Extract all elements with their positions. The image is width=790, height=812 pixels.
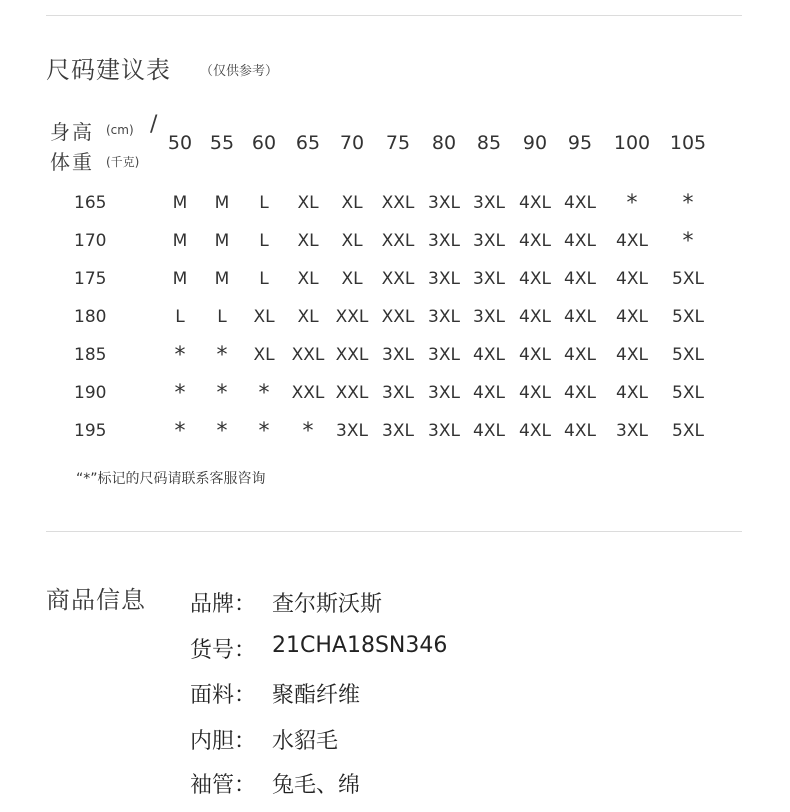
size-cell: XL <box>341 193 363 213</box>
star-cell: * <box>174 381 186 406</box>
height-row-label: 185 <box>74 345 107 365</box>
height-row-label: 195 <box>74 421 107 441</box>
star-cell: * <box>682 191 694 216</box>
size-cell: 3XL <box>428 231 460 251</box>
size-cell: 3XL <box>473 307 505 327</box>
size-cell: 3XL <box>382 421 414 441</box>
size-cell: XL <box>341 231 363 251</box>
size-cell: 5XL <box>672 307 704 327</box>
size-cell: 4XL <box>473 421 505 441</box>
size-cell: 5XL <box>672 421 704 441</box>
size-cell: XL <box>297 269 319 289</box>
weight-col-header: 105 <box>669 132 707 154</box>
height-row-label: 180 <box>74 307 107 327</box>
size-cell: 3XL <box>428 269 460 289</box>
size-cell: XXL <box>381 231 415 251</box>
product-info-label: 货号： <box>190 638 257 663</box>
size-cell: L <box>259 193 269 213</box>
size-cell: M <box>214 193 230 213</box>
size-cell: 3XL <box>428 383 460 403</box>
weight-col-header: 70 <box>339 132 365 154</box>
size-cell: 4XL <box>519 345 551 365</box>
star-cell: * <box>216 381 228 406</box>
product-info-value: 兔毛、绵 <box>272 773 361 798</box>
size-cell: 4XL <box>564 383 596 403</box>
weight-col-header: 60 <box>251 132 277 154</box>
size-cell: 3XL <box>473 231 505 251</box>
product-info-value: 21CHA18SN346 <box>272 633 448 658</box>
size-cell: 4XL <box>519 307 551 327</box>
size-cell: 4XL <box>616 269 648 289</box>
size-cell: 5XL <box>672 383 704 403</box>
size-cell: 3XL <box>428 421 460 441</box>
size-cell: M <box>172 193 188 213</box>
size-cell: 3XL <box>473 269 505 289</box>
size-cell: 4XL <box>616 345 648 365</box>
size-cell: XXL <box>381 269 415 289</box>
weight-col-header: 75 <box>385 132 411 154</box>
size-cell: 4XL <box>473 383 505 403</box>
height-label: 身高 <box>50 120 94 144</box>
size-cell: 4XL <box>519 421 551 441</box>
size-cell: 4XL <box>473 345 505 365</box>
size-cell: XXL <box>291 345 325 365</box>
product-info-value: 查尔斯沃斯 <box>272 592 383 617</box>
star-cell: * <box>258 381 270 406</box>
weight-col-header: 95 <box>567 132 593 154</box>
height-row-label: 175 <box>74 269 107 289</box>
size-cell: 4XL <box>616 307 648 327</box>
weight-col-header: 65 <box>295 132 321 154</box>
size-cell: 3XL <box>473 193 505 213</box>
size-cell: 4XL <box>564 193 596 213</box>
top-divider <box>46 15 742 16</box>
height-row-label: 165 <box>74 193 107 213</box>
size-chart-title: 尺码建议表 <box>46 56 171 84</box>
size-cell: 3XL <box>428 345 460 365</box>
middle-divider <box>46 531 742 532</box>
size-cell: M <box>214 231 230 251</box>
size-cell: L <box>217 307 227 327</box>
size-cell: 4XL <box>564 345 596 365</box>
product-info-label: 内胆： <box>190 729 257 754</box>
size-cell: XL <box>341 269 363 289</box>
size-cell: 3XL <box>616 421 648 441</box>
size-cell: XXL <box>381 193 415 213</box>
size-cell: 4XL <box>616 231 648 251</box>
weight-col-header: 50 <box>167 132 193 154</box>
size-cell: 4XL <box>564 269 596 289</box>
size-cell: XL <box>297 307 319 327</box>
star-cell: * <box>682 229 694 254</box>
size-cell: 4XL <box>519 269 551 289</box>
size-cell: XXL <box>335 345 369 365</box>
product-info-value: 聚酯纤维 <box>272 683 361 708</box>
size-cell: 5XL <box>672 269 704 289</box>
size-cell: XL <box>297 193 319 213</box>
size-cell: 3XL <box>382 383 414 403</box>
size-cell: M <box>172 231 188 251</box>
size-chart-subtitle: （仅供参考） <box>200 64 279 79</box>
star-cell: * <box>302 419 314 444</box>
product-info-label: 品牌： <box>190 592 257 617</box>
product-info-value: 水貂毛 <box>272 729 339 754</box>
weight-unit: (千克) <box>106 155 140 169</box>
size-cell: 3XL <box>428 193 460 213</box>
size-cell: XXL <box>335 383 369 403</box>
star-cell: * <box>174 419 186 444</box>
star-cell: * <box>258 419 270 444</box>
weight-col-header: 100 <box>613 132 651 154</box>
size-cell: 3XL <box>382 345 414 365</box>
product-info-label: 袖管： <box>190 773 257 798</box>
size-cell: L <box>259 269 269 289</box>
weight-col-header: 85 <box>476 132 502 154</box>
size-cell: 4XL <box>564 231 596 251</box>
size-cell: XXL <box>335 307 369 327</box>
size-cell: L <box>175 307 185 327</box>
size-cell: M <box>172 269 188 289</box>
product-info-title: 商品信息 <box>46 586 146 614</box>
weight-col-header: 80 <box>431 132 457 154</box>
size-cell: L <box>259 231 269 251</box>
height-row-label: 190 <box>74 383 107 403</box>
weight-col-header: 90 <box>522 132 548 154</box>
size-cell: 4XL <box>564 307 596 327</box>
size-cell: 4XL <box>519 231 551 251</box>
weight-label: 体重 <box>50 150 94 174</box>
size-cell: M <box>214 269 230 289</box>
header-slash: / <box>150 112 158 137</box>
star-cell: * <box>174 343 186 368</box>
star-cell: * <box>216 419 228 444</box>
size-cell: 4XL <box>564 421 596 441</box>
size-cell: 5XL <box>672 345 704 365</box>
size-cell: XL <box>253 345 275 365</box>
height-unit: (cm) <box>106 123 134 137</box>
star-cell: * <box>626 191 638 216</box>
height-row-label: 170 <box>74 231 107 251</box>
star-note: “*”标记的尺码请联系客服咨询 <box>76 471 266 487</box>
weight-col-header: 55 <box>209 132 235 154</box>
star-cell: * <box>216 343 228 368</box>
size-cell: XL <box>297 231 319 251</box>
size-cell: XXL <box>381 307 415 327</box>
size-cell: XXL <box>291 383 325 403</box>
size-cell: 3XL <box>336 421 368 441</box>
product-info-label: 面料： <box>190 683 257 708</box>
size-cell: 4XL <box>519 193 551 213</box>
size-cell: 3XL <box>428 307 460 327</box>
size-cell: 4XL <box>519 383 551 403</box>
size-cell: 4XL <box>616 383 648 403</box>
size-cell: XL <box>253 307 275 327</box>
